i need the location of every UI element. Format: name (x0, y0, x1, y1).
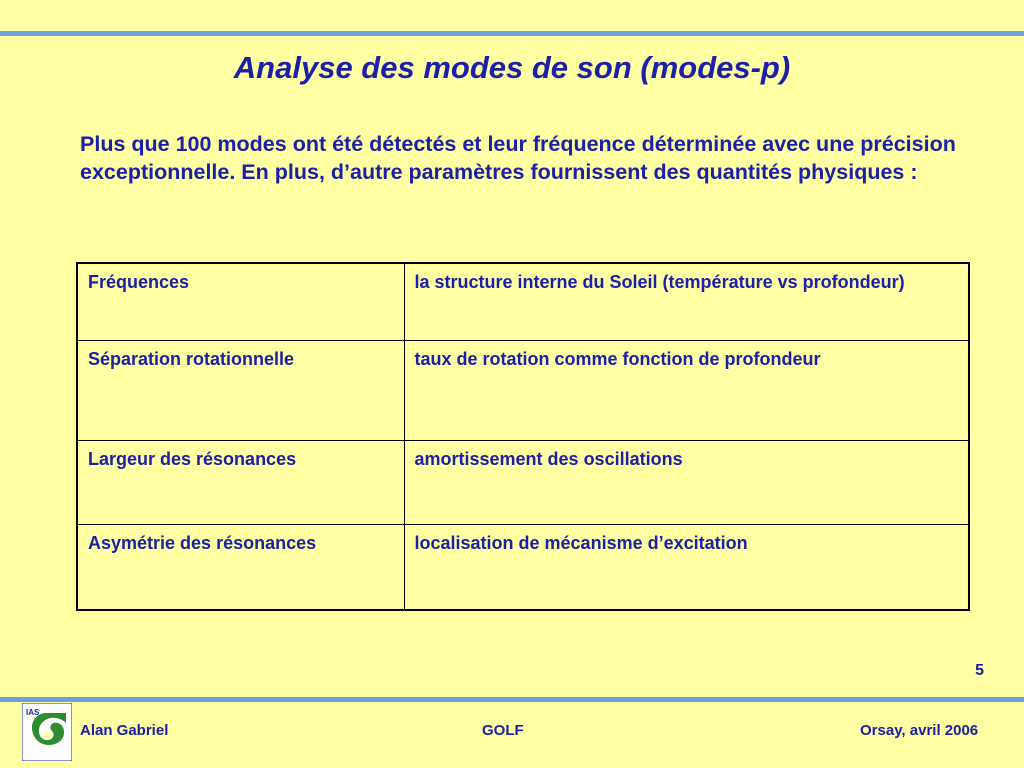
footer-project: GOLF (482, 722, 524, 739)
table-cell-quantity: la structure interne du Soleil (température vs profondeur) (404, 263, 969, 341)
table-cell-quantity: localisation de mécanisme d’excitation (404, 525, 969, 611)
footer-place-date: Orsay, avril 2006 (860, 722, 979, 739)
page-number: 5 (975, 662, 984, 679)
table-row (77, 525, 969, 611)
table-cell-parameter: Largeur des résonances (77, 441, 404, 525)
table-cell-parameter: Fréquences (77, 263, 404, 341)
table-cell-parameter: Séparation rotationnelle (77, 341, 404, 441)
footer-author: Alan Gabriel (80, 722, 169, 739)
ias-logo-icon (22, 703, 72, 761)
table-cell-quantity: taux de rotation comme fonction de profondeur (404, 341, 969, 441)
table-row (77, 341, 969, 441)
top-divider (0, 31, 1024, 36)
table-cell-quantity: amortissement des oscillations (404, 441, 969, 525)
slide-title: Analyse des modes de son (modes-p) (233, 50, 791, 85)
modes-table (76, 262, 970, 611)
table-cell-parameter: Asymétrie des résonances (77, 525, 404, 611)
intro-paragraph: Plus que 100 modes ont été détectés et leur fréquence déterminée avec une précision exceptionnelle. En plus, d’autre paramètres fournissent des quantités physiques : (80, 132, 956, 184)
logo-text: IAS (26, 708, 40, 717)
table-row (77, 263, 969, 341)
bottom-divider (0, 697, 1024, 702)
table-row (77, 441, 969, 525)
